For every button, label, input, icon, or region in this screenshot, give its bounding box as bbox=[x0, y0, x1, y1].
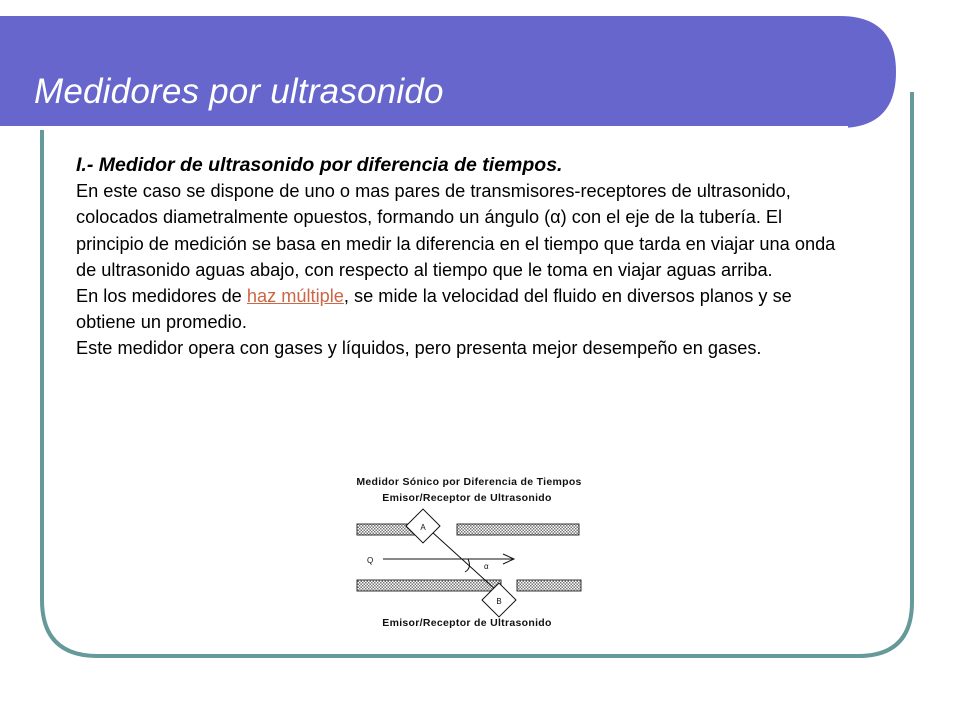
paragraph-multibeam-end: , se mide la velocidad del fluido en diversos planos y se obtiene un promedio. bbox=[76, 286, 792, 333]
flow-label: Q bbox=[367, 556, 374, 565]
ultrasonic-diagram bbox=[335, 468, 610, 636]
paragraph-gases: Este medidor opera con gases y líquidos, pero presenta mejor desempeño en gases. bbox=[76, 338, 762, 359]
multibeam-link[interactable]: haz múltiple bbox=[246, 286, 344, 307]
diagram-title: Medidor Sónico por Diferencia de Tiempos bbox=[356, 476, 582, 488]
slide-content bbox=[76, 152, 846, 362]
diagram-subtitle-top: Emisor/Receptor de Ultrasonido bbox=[382, 492, 552, 504]
transducer-b-label: B bbox=[496, 597, 502, 606]
pipe-wall-bottom-left bbox=[357, 580, 501, 591]
slide-title: Medidores por ultrasonido bbox=[34, 72, 444, 111]
paragraph-principle: En este caso se dispone de uno o mas pares de transmisores-receptores de ultrasonido, colocados diametralmente opuestos, formando un ángulo (α) con el eje de la tubería. El principio de medición se basa en medir la diferencia en el tiempo que tarda en viajar una onda de ultrasonido aguas abajo, con respecto al tiempo que le toma en viajar aguas arriba. bbox=[76, 181, 836, 280]
pipe-wall-top-right bbox=[457, 524, 579, 535]
paragraph-multibeam-start: En los medidores de bbox=[76, 286, 247, 307]
angle-label: α bbox=[484, 562, 489, 571]
paragraph-multibeam bbox=[76, 283, 846, 335]
diagram-subtitle-bottom: Emisor/Receptor de Ultrasonido bbox=[382, 617, 552, 629]
section-heading: I.- Medidor de ultrasonido por diferencia de tiempos. bbox=[76, 154, 563, 176]
pipe-wall-bottom-right bbox=[517, 580, 581, 591]
transducer-a-label: A bbox=[420, 523, 426, 532]
title-underline bbox=[0, 126, 848, 130]
